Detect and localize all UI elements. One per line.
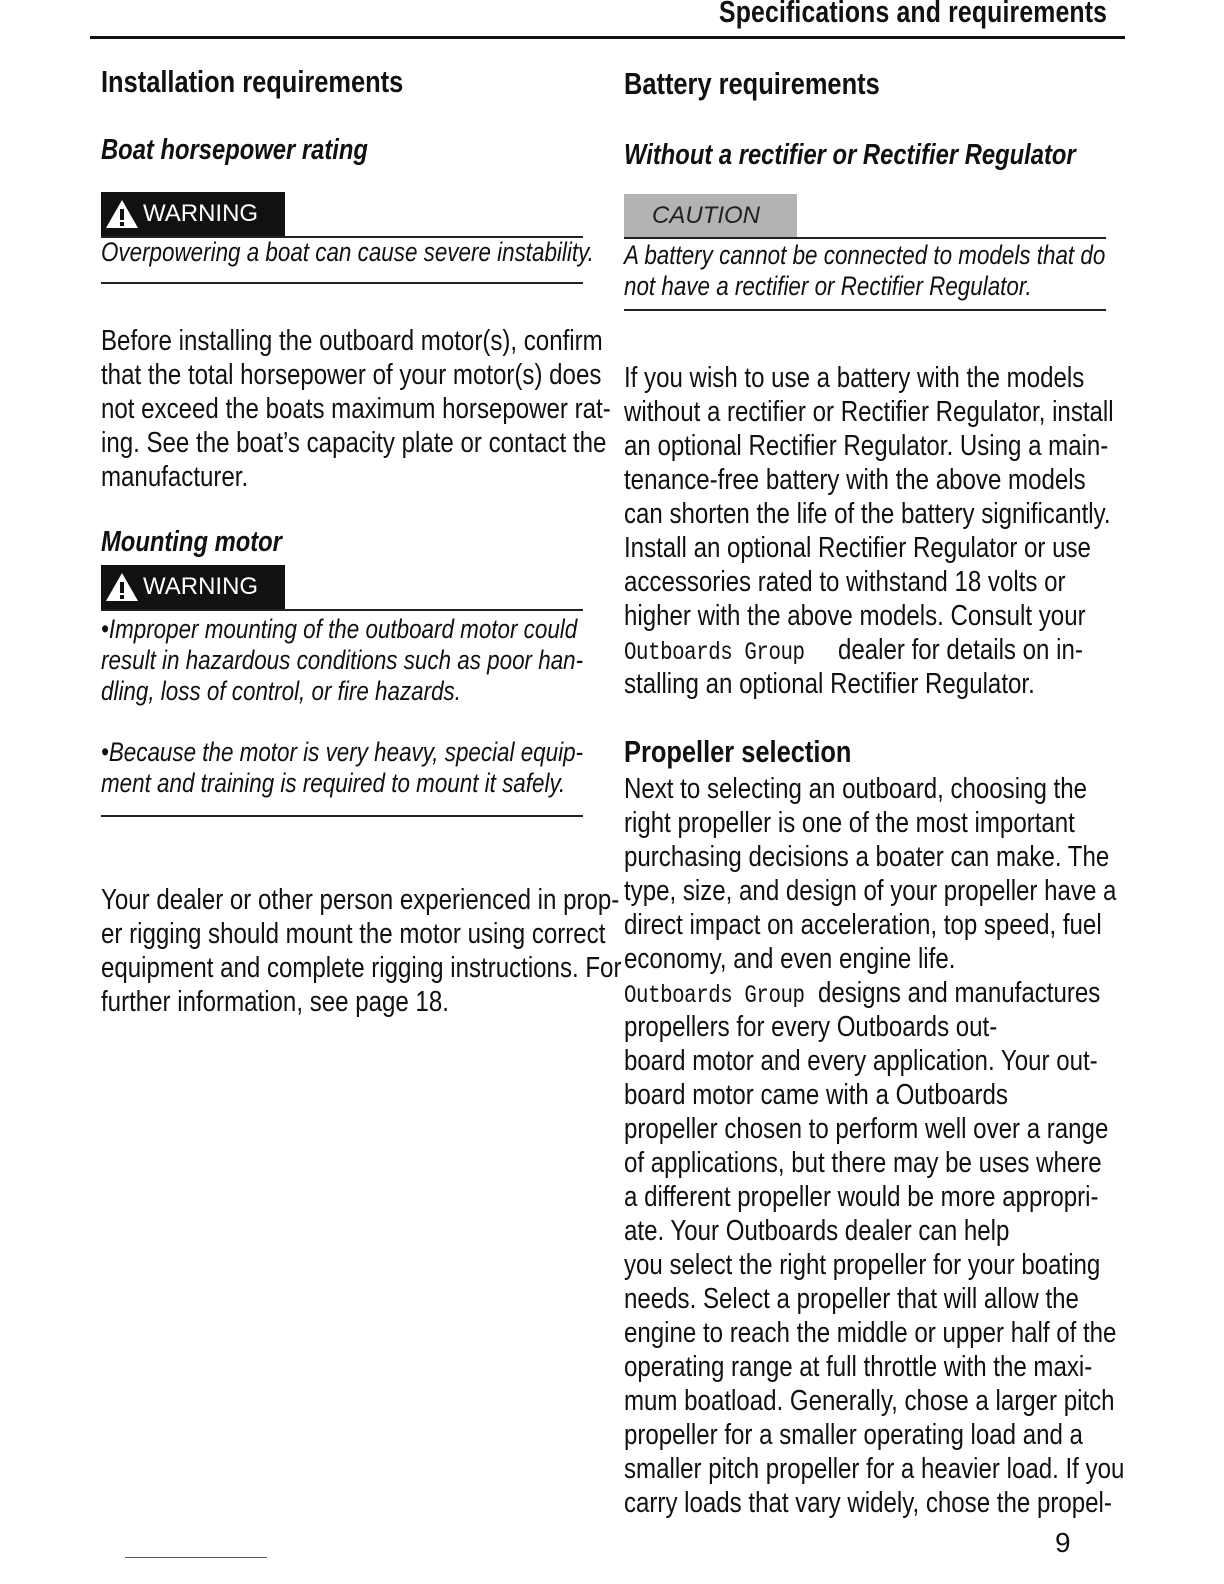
page-number: 9: [1055, 1527, 1071, 1558]
text-line: carry loads that vary widely, chose the propel-: [624, 1487, 1112, 1519]
warning-badge-horsepower: [101, 192, 285, 236]
footer-underline: [125, 1557, 267, 1558]
warning-badge-label: WARNING: [143, 573, 259, 600]
caution-badge: [624, 194, 797, 238]
text-line: operating range at full throttle with the maxi-: [624, 1351, 1093, 1383]
propeller-body-text: [624, 772, 1224, 1520]
text-line: engine to reach the middle or upper half of the: [624, 1317, 1117, 1349]
text-line: equipment and complete rigging instructions. For: [101, 952, 622, 984]
text-line: not have a rectifier or Rectifier Regulator.: [624, 271, 1032, 301]
battery-body-text: [624, 361, 1214, 701]
text-run: dealer for details on in-: [838, 634, 1083, 666]
warning-triangle-icon: [105, 571, 139, 603]
text-line: [624, 633, 1114, 667]
warning-badge-mounting: [101, 565, 285, 609]
text-line: needs. Select a propeller that will allow the: [624, 1283, 1079, 1315]
text-line: purchasing decisions a boater can make. The: [624, 841, 1110, 873]
text-line: ate. Your Outboards dealer can help: [624, 1215, 1010, 1247]
divider: [101, 815, 583, 817]
mounting-warning-text-1: [101, 614, 682, 707]
warning-triangle-icon: [105, 198, 139, 230]
text-line: Overpowering a boat can cause severe instability.: [101, 237, 594, 267]
text-line: board motor and every application. Your out-: [624, 1045, 1098, 1077]
brand-name: Outboards Group: [624, 981, 805, 1010]
text-line: can shorten the life of the battery significantly.: [624, 498, 1111, 530]
divider: [624, 237, 1106, 239]
text-line: direct impact on acceleration, top speed, fuel: [624, 909, 1102, 941]
battery-requirements-heading: Battery requirements: [624, 66, 880, 101]
text-line: Before installing the outboard motor(s), confirm: [101, 325, 603, 357]
mounting-warning-text-2: [101, 737, 682, 799]
text-line: Your dealer or other person experienced in prop-: [101, 884, 620, 916]
text-line: dling, loss of control, or fire hazards.: [101, 676, 461, 706]
text-line: ing. See the boat’s capacity plate or contact the: [101, 427, 607, 459]
caution-text: [624, 240, 1204, 302]
text-line: an optional Rectifier Regulator. Using a main-: [624, 430, 1109, 462]
text-line: a different propeller would be more appropri-: [624, 1181, 1099, 1213]
text-line: accessories rated to withstand 18 volts or: [624, 566, 1066, 598]
divider: [101, 609, 583, 611]
text-line: tenance-free battery with the above models: [624, 464, 1086, 496]
caution-badge-label: CAUTION: [652, 202, 760, 229]
text-line: propellers for every Outboards out-: [624, 1011, 998, 1043]
text-line: type, size, and design of your propeller have a: [624, 875, 1117, 907]
mounting-motor-subheading: Mounting motor: [101, 526, 282, 558]
text-line: mum boatload. Generally, chose a larger pitch: [624, 1385, 1115, 1417]
text-line: further information, see page 18.: [101, 986, 449, 1018]
running-header-title: Specifications and requirements: [718, 0, 1107, 29]
text-line: stalling an optional Rectifier Regulator.: [624, 668, 1035, 700]
divider: [624, 309, 1106, 311]
text-line: •Because the motor is very heavy, special equip-: [101, 737, 584, 767]
text-line: without a rectifier or Rectifier Regulator, install: [624, 396, 1114, 428]
divider: [101, 282, 583, 284]
text-line: economy, and even engine life.: [624, 943, 956, 975]
text-line: A battery cannot be connected to models that do: [624, 240, 1106, 270]
text-line: [624, 976, 1124, 1010]
text-line: propeller chosen to perform well over a range: [624, 1113, 1109, 1145]
propeller-selection-heading: Propeller selection: [624, 734, 852, 769]
boat-horsepower-subheading: Boat horsepower rating: [101, 134, 368, 166]
text-run: designs and manufactures: [817, 977, 1101, 1009]
text-line: er rigging should mount the motor using correct: [101, 918, 606, 950]
text-line: right propeller is one of the most important: [624, 807, 1075, 839]
text-line: •Improper mounting of the outboard motor could: [101, 614, 578, 644]
text-line: that the total horsepower of your motor(s) does: [101, 359, 602, 391]
text-line: of applications, but there may be uses where: [624, 1147, 1102, 1179]
text-line: higher with the above models. Consult your: [624, 600, 1086, 632]
installation-requirements-heading: Installation requirements: [101, 64, 404, 99]
text-line: board motor came with a Outboards: [624, 1079, 1008, 1111]
rectifier-subheading: Without a rectifier or Rectifier Regulator: [624, 139, 1076, 171]
text-line: you select the right propeller for your boating: [624, 1249, 1101, 1281]
text-line: Next to selecting an outboard, choosing the: [624, 773, 1087, 805]
horsepower-warning-text: [101, 237, 695, 268]
brand-name: Outboards Group: [624, 638, 805, 667]
text-line: ment and training is required to mount it safely.: [101, 768, 566, 798]
warning-badge-label: WARNING: [143, 200, 259, 227]
text-line: Install an optional Rectifier Regulator or use: [624, 532, 1091, 564]
text-line: If you wish to use a battery with the models: [624, 362, 1085, 394]
text-line: not exceed the boats maximum horsepower rat-: [101, 393, 611, 425]
text-line: propeller for a smaller operating load and a: [624, 1419, 1083, 1451]
text-line: result in hazardous conditions such as poor han-: [101, 645, 584, 675]
running-header: [90, 0, 1125, 39]
text-line: manufacturer.: [101, 461, 249, 493]
text-line: smaller pitch propeller for a heavier load. If you: [624, 1453, 1125, 1485]
